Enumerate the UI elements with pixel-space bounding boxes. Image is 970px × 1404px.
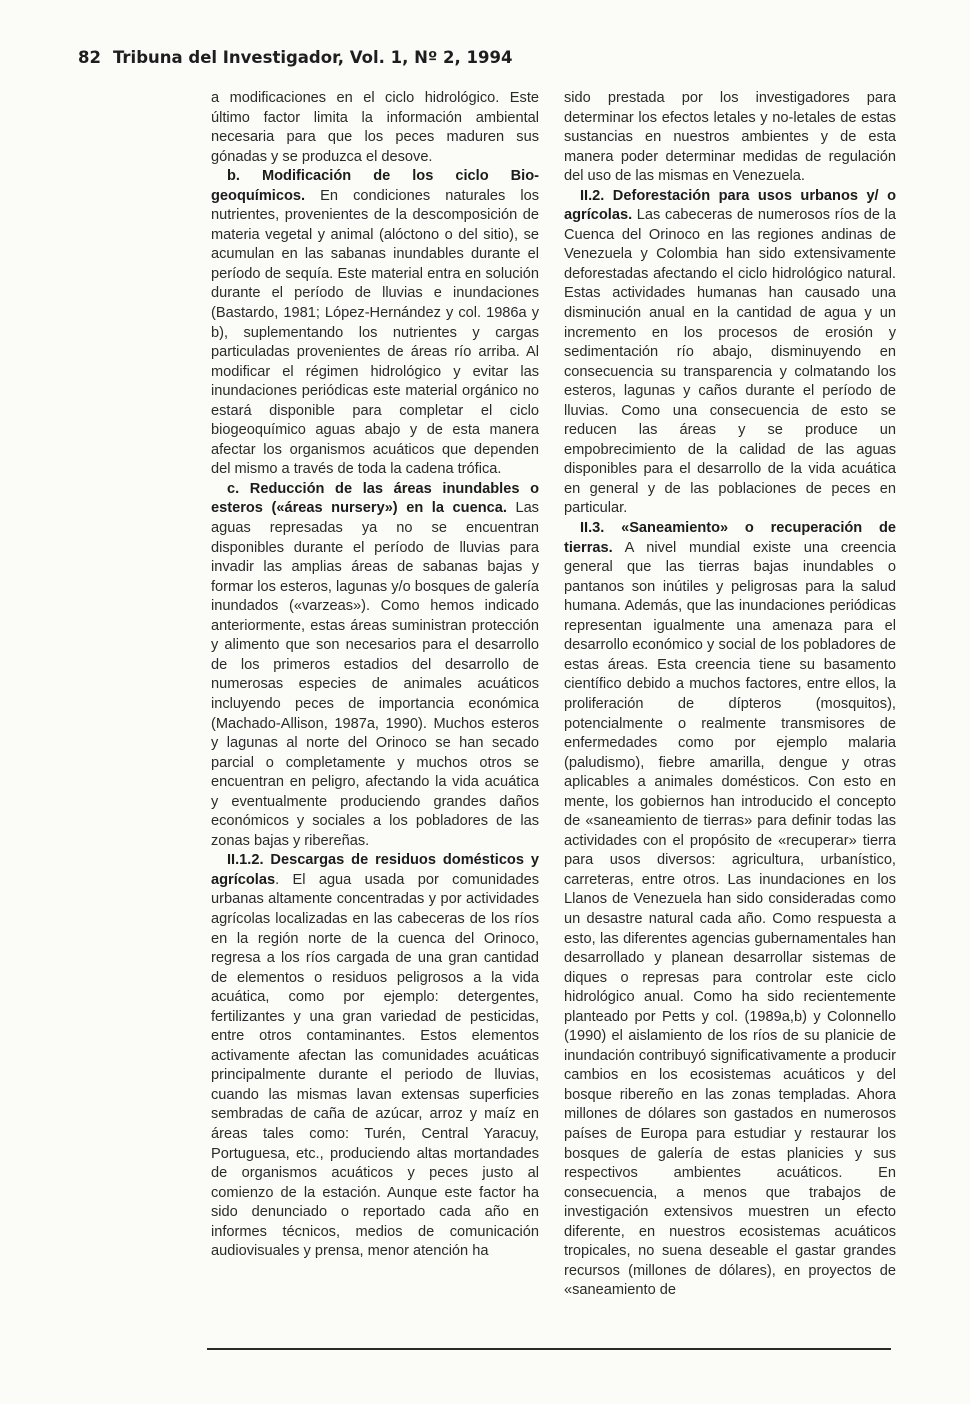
- paragraph: [564, 187, 896, 519]
- paragraph-text: Las aguas represadas ya no se encuentran disponibles durante el período de lluvias para invadir las amplias áreas de sabanas bajas y formar los esteros, lagunas y/o bosques de galería inundados («varzeas»). Como hemos indicado anteriormente, estas áreas suministran protección y alimento que son necesarios para el desarrollo de los primeros estadios del desarrollo de numerosas especies de animales acuáticos incluyendo peces de importancia económica (Machado-Allison, 1987a, 1990). Muchos esteros y lagunas al norte del Orinoco se han secado parcial o completamente y muchos otros se encuentran en peligro, afectando la vida acuática y eventualmente produciendo grandes daños económicos y sociales a los pobladores de las zonas bajas y ribereñas.: [211, 500, 539, 849]
- journal-title: Tribuna del Investigador, Vol. 1, Nº 2, 1994: [112, 48, 513, 67]
- section-heading: II.2. Deforestación para usos urbanos y/ o agrícolas.: [564, 187, 896, 224]
- paragraph-text: a modificaciones en el ciclo hidrológico. Este último factor limita la información ambiental necesaria para que los peces maduren sus gónadas y se produzca el desove.: [211, 90, 539, 165]
- section-heading: c. Reducción de las áreas inundables o esteros («áreas nursery») en la cuenca.: [211, 480, 539, 517]
- section-heading: II.1.2. Descargas de residuos domésticos y agrícolas: [211, 852, 539, 888]
- left-column: [211, 89, 539, 1262]
- right-column: [564, 89, 896, 1301]
- paragraph-text: sido prestada por los investigadores para determinar los efectos letales y no-letales de estas sustancias en nuestros ambientes y de esta manera poder determinar medidas de regulación del uso de las mismas en Venezuela.: [564, 90, 896, 185]
- paragraph-text: Las cabeceras de numerosos ríos de la Cuenca del Orinoco en las regiones andinas de Venezuela y Colombia han sido extensivamente deforestadas afectando el ciclo hidrológico natural. Estas actividades humanas han causado una disminución anual en la cantidad de agua y un incremento en los procesos de erosión y sedimentación río abajo, disminuyendo en consecuencia su transparencia y colmatando los esteros, lagunas y caños durante el período de lluvias. Como una consecuencia de esto se reducen las áreas y se produce un empobrecimiento de la calidad de las aguas disponibles para el desarrollo de la vida acuática en general y de las poblaciones de peces en particular.: [564, 207, 896, 517]
- footer-rule: [207, 1348, 891, 1350]
- paragraph-text: En condiciones naturales los nutrientes, provenientes de la descomposición de materia vegetal y animal (alóctono o del sitio), se acumulan en las sabanas inundables durante el período de sequía. Este material entra en solución durante el período de lluvias e inundaciones (Bastardo, 1981; López-Hernández y col. 1986a y b), suplementando los nutrientes y cargas particuladas provenientes de áreas río arriba. Al modificar el régimen hidrológico y evitar las inundaciones periódicas este material orgánico no estará disponible para completar el ciclo biogeoquímico aguas abajo y de esta manera afectar los organismos acuáticos que dependen del mismo a través de toda la cadena trófica.: [211, 187, 539, 478]
- paragraph: [211, 480, 539, 851]
- page-number: 82: [78, 48, 101, 67]
- paragraph: [564, 519, 896, 1301]
- paragraph: [564, 89, 896, 187]
- section-heading: b. Modificación de los ciclo Bio-geoquímicos.: [211, 168, 539, 204]
- section-heading: II.3. «Saneamiento» o recuperación de tierras.: [564, 520, 896, 556]
- paragraph-text: A nivel mundial existe una creencia general que las tierras bajas inundables o pantanos son inútiles y peligrosas para la salud humana. Además, que las inundaciones periódicas representan igualmente una amenaza para el desarrollo económico y social de los pobladores de estas áreas. Esta creencia tiene su basamento científico debido a muchos factores, entre ellos, la proliferación de dípteros (mosquitos), potencialmente o realmente transmisores de enfermedades como por ejemplo malaria (paludismo), fiebre amarilla, dengue y otras aplicables a animales domésticos. Con esto en mente, los gobiernos han introducido el concepto de «saneamiento de tierras» para definir todas las actividades con el propósito de «recuperar» tierra para usos diversos: agricultura, urbanístico, carreteras, entre otros. Las inundaciones en los Llanos de Venezuela han sido consideradas como un desastre natural cada año. Como respuesta a esto, las diferentes agencias gubernamentales han desarrollado y planean desarrollar sistemas de diques o represas para controlar este ciclo hidrológico anual. Como ha sido recientemente planteado por Petts y col. (1989a,b) y Colonnello (1990) el aislamiento de los ríos de su planicie de inundación contribuyó significativamente a producir cambios en los ecosistemas acuáticos y del bosque ribereño en las zonas templadas. Ahora millones de dólares son gastados en numerosos países de Europa para estudiar y restaurar los bosques de galería de estas planicies y sus respectivos ambientes acuáticos. En consecuencia, a menos que trabajos de investigación extensivos muestren un efecto diferente, en nuestros ecosistemas acuáticos tropicales, no suena deseable el gastar grandes recursos (millones de dólares), en proyectos de «saneamiento de: [564, 539, 896, 1299]
- paragraph: [211, 851, 539, 1261]
- running-header: [78, 48, 512, 67]
- paragraph-text: . El agua usada por comunidades urbanas altamente concentradas y por actividades agrícolas localizadas en las cabeceras de los ríos en la región norte de la cuenca del Orinoco, regresa a los ríos cargada de una gran cantidad de elementos o residuos peligrosos a la vida acuática, como por ejemplo: detergentes, fertilizantes y una gran variedad de pesticidas, entre otros contaminantes. Estos elementos activamente afectan las comunidades acuáticas principalmente durante el periodo de lluvias, cuando las mismas lavan extensas superficies sembradas de caña de azúcar, arroz y maíz en áreas tales como: Turén, Central Yaracuy, Portuguesa, etc., produciendo altas mortandades de organismos acuáticos y peces justo al comienzo de la estación. Aunque este factor ha sido denunciado o reportado cada año en informes técnicos, medios de comunicación audiovisuales y prensa, menor atención ha: [211, 871, 539, 1260]
- paragraph: [211, 89, 539, 167]
- paragraph: [211, 167, 539, 480]
